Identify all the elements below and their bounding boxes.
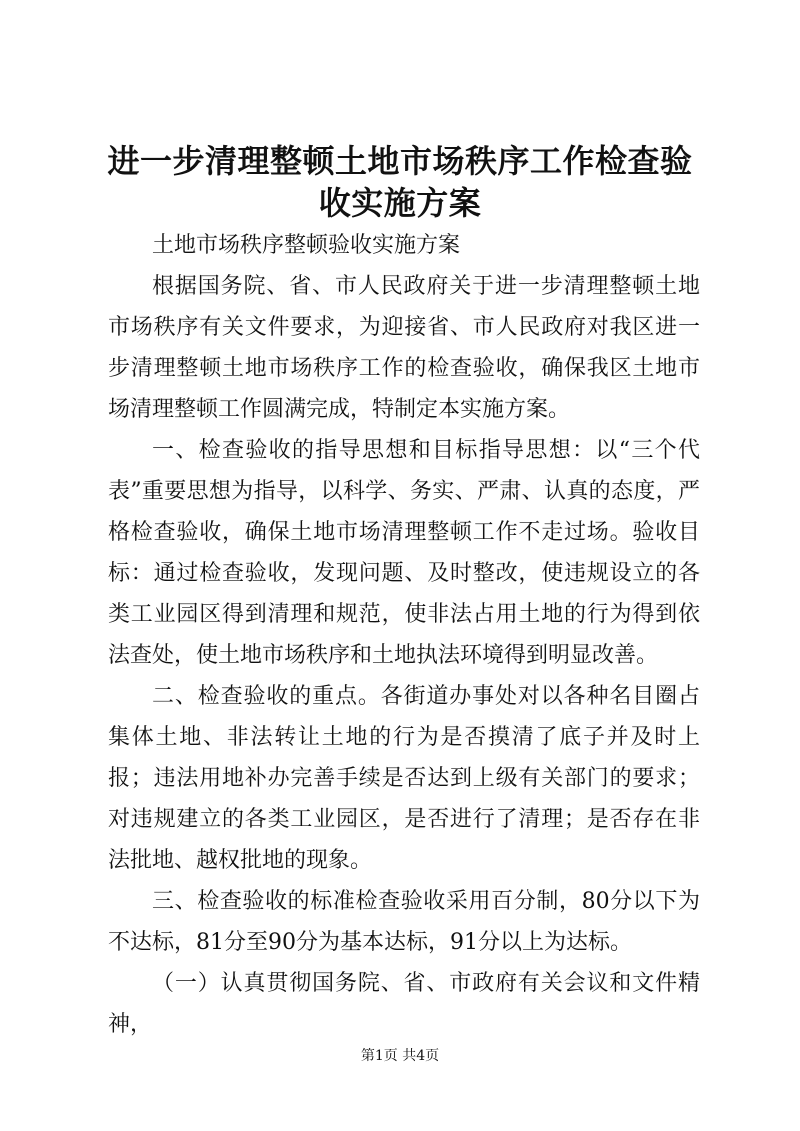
- document-subtitle: 土地市场秩序整顿验收实施方案: [152, 233, 461, 258]
- paragraph-guiding-principle: 一、检查验收的指导思想和目标指导思想：以“三个代表”重要思想为指导，以科学、务实、严肃、认真的态度，严格检查验收，确保土地市场清理整顿工作不走过场。验收目标：通过检查验收，发现问题、及时整改，使违规设立的各类工业园区得到清理和规范，使非法占用土地的行为得到依法查处，使土地市场秩序和土地执法环境得到明显改善。: [108, 438, 700, 668]
- paragraph-intro: 根据国务院、省、市人民政府关于进一步清理整顿土地市场秩序有关文件要求，为迎接省、市人民政府对我区进一步清理整顿土地市场秩序工作的检查验收，确保我区土地市场清理整顿工作圆满完成，特制定本实施方案。: [108, 274, 700, 422]
- paragraph-item-one: （一）认真贯彻国务院、省、市政府有关会议和文件精神，: [108, 971, 700, 1037]
- page-footer: 第1页 共4页: [360, 1048, 440, 1064]
- paragraph-key-points: 二、检查验收的重点。各街道办事处对以各种名目圈占集体土地、非法转让土地的行为是否摸清了底子并及时上报；违法用地补办完善手续是否达到上级有关部门的要求；对违规建立的各类工业园区，是否进行了清理；是否存在非法批地、越权批地的现象。: [108, 684, 700, 873]
- document-title: 进一步清理整顿土地市场秩序工作检查验收实施方案: [107, 142, 693, 222]
- paragraph-standards: 三、检查验收的标准检查验收采用百分制，80分以下为不达标，81分至90分为基本达标，91分以上为达标。: [108, 889, 700, 955]
